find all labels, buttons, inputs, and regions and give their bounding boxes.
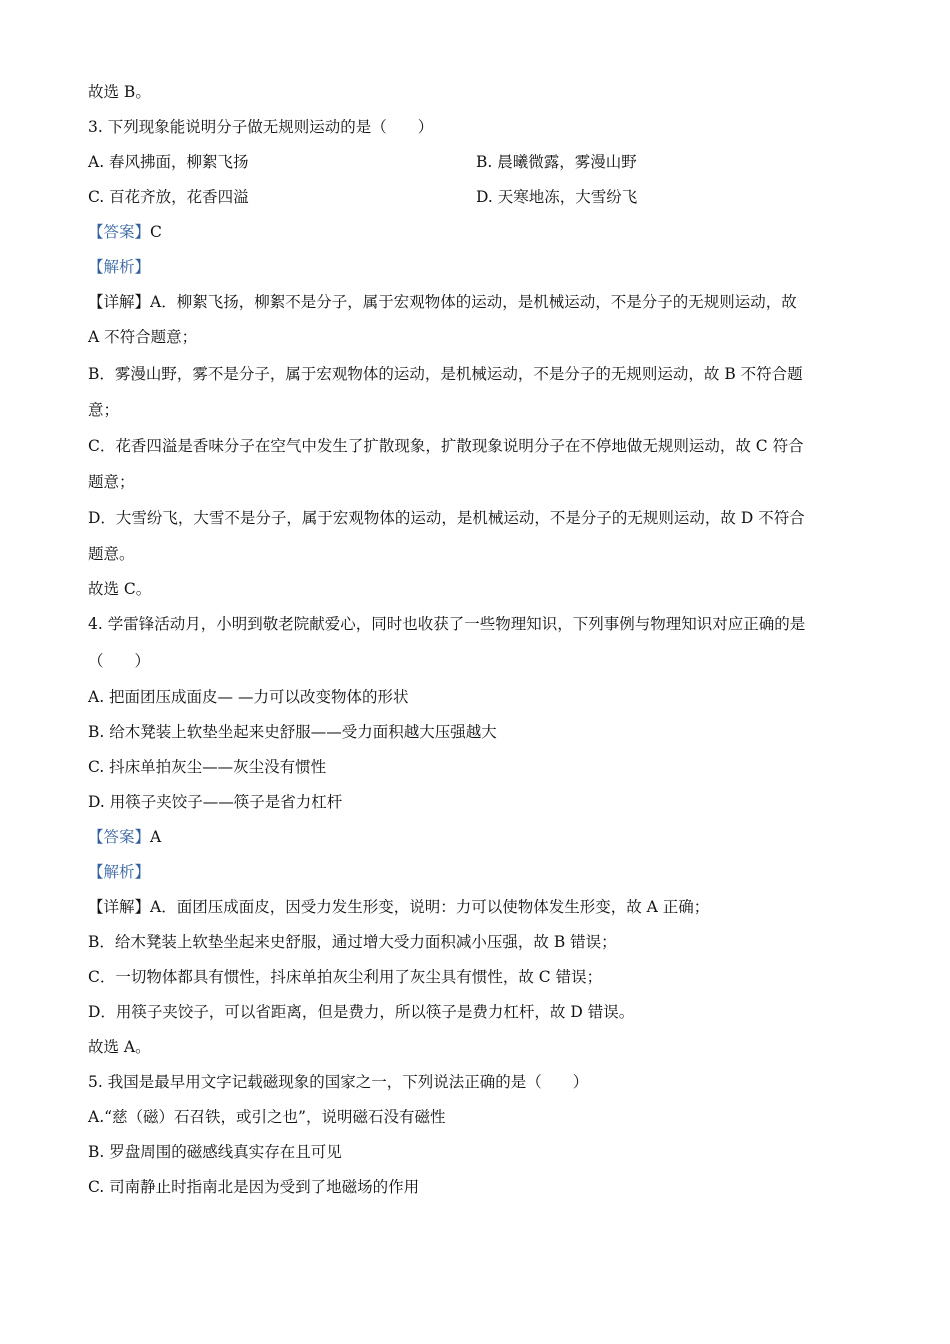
question-3-analysis-tag xyxy=(88,257,150,277)
question-5-option-b: B. 罗盘周围的磁感线真实存在且可见 xyxy=(88,1143,342,1161)
question-4-analysis-tag xyxy=(88,862,150,882)
question-4-stem: 4. 学雷锋活动月，小明到敬老院献爱心，同时也收获了一些物理知识，下列事例与物理知识对应正确的是 xyxy=(88,615,806,633)
question-3-option-d: D. 天寒地冻，大雪纷飞 xyxy=(476,188,638,206)
conclusion-q3: 故选 C。 xyxy=(88,580,152,598)
question-3-detail-line-1 xyxy=(88,292,797,312)
question-3-detail-line-2: A 不符合题意； xyxy=(88,328,198,346)
question-5-option-c: C. 司南静止时指南北是因为受到了地磁场的作用 xyxy=(88,1178,420,1196)
question-3-stem: 3. 下列现象能说明分子做无规则运动的是（ ） xyxy=(88,118,434,136)
analysis-tag: 【解析】 xyxy=(88,258,151,276)
question-4-option-b: B. 给木凳装上软垫坐起来史舒服——受力面积越大压强越大 xyxy=(88,723,497,741)
question-3-detail-line-7: D．大雪纷飞，大雪不是分子，属于宏观物体的运动，是机械运动，不是分子的无规则运动，故 D 不符合 xyxy=(88,509,805,527)
question-3-option-c: C. 百花齐放，花香四溢 xyxy=(88,188,249,206)
answer-tag: 【答案】 xyxy=(88,828,151,846)
question-4-answer xyxy=(88,827,161,847)
question-3-detail-line-5: C．花香四溢是香味分子在空气中发生了扩散现象，扩散现象说明分子在不停地做无规则运动，故 C 符合 xyxy=(88,437,804,455)
answer-value: C xyxy=(150,223,162,241)
detail-tag: 【详解】 xyxy=(88,898,151,916)
question-3-detail-line-8: 题意。 xyxy=(88,545,135,563)
question-4-detail-line-2: B．给木凳装上软垫坐起来史舒服，通过增大受力面积减小压强，故 B 错误； xyxy=(88,933,617,951)
question-4-stem-bracket: （ ） xyxy=(88,652,151,670)
question-3-detail-line-3: B．雾漫山野，雾不是分子，属于宏观物体的运动，是机械运动，不是分子的无规则运动，故 B 不符合题 xyxy=(88,365,803,383)
detail-text: A．面团压成面皮，因受力发生形变，说明：力可以使物体发生形变，故 A 正确； xyxy=(150,898,710,916)
question-5-option-a: A.“慈（磁）石召铁，或引之也”，说明磁石没有磁性 xyxy=(88,1108,446,1126)
question-4-detail-line-4: D．用筷子夹饺子，可以省距离，但是费力，所以筷子是费力杠杆，故 D 错误。 xyxy=(88,1003,635,1021)
detail-tag: 【详解】 xyxy=(88,293,151,311)
detail-text: A．柳絮飞扬，柳絮不是分子，属于宏观物体的运动，是机械运动，不是分子的无规则运动，故 xyxy=(150,293,797,311)
question-4-detail-line-3: C．一切物体都具有惯性，抖床单拍灰尘利用了灰尘具有惯性，故 C 错误； xyxy=(88,968,603,986)
answer-tag: 【答案】 xyxy=(88,223,151,241)
question-3-option-a: A. 春风拂面，柳絮飞扬 xyxy=(88,153,249,171)
question-3-option-b: B. 晨曦微露，雾漫山野 xyxy=(476,153,637,171)
question-3-detail-line-4: 意； xyxy=(88,401,120,419)
question-3-detail-line-6: 题意； xyxy=(88,473,135,491)
question-4-option-d: D. 用筷子夹饺子——筷子是省力杠杆 xyxy=(88,793,343,811)
question-4-option-a: A. 把面团压成面皮— —力可以改变物体的形状 xyxy=(88,688,409,706)
conclusion-q2: 故选 B。 xyxy=(88,83,151,101)
conclusion-q4: 故选 A。 xyxy=(88,1038,151,1056)
question-5-stem: 5. 我国是最早用文字记载磁现象的国家之一，下列说法正确的是（ ） xyxy=(88,1073,589,1091)
question-3-answer xyxy=(88,222,162,242)
question-4-option-c: C. 抖床单拍灰尘——灰尘没有惯性 xyxy=(88,758,327,776)
answer-value: A xyxy=(150,828,162,846)
question-4-detail-line-1 xyxy=(88,897,709,917)
analysis-tag: 【解析】 xyxy=(88,863,151,881)
